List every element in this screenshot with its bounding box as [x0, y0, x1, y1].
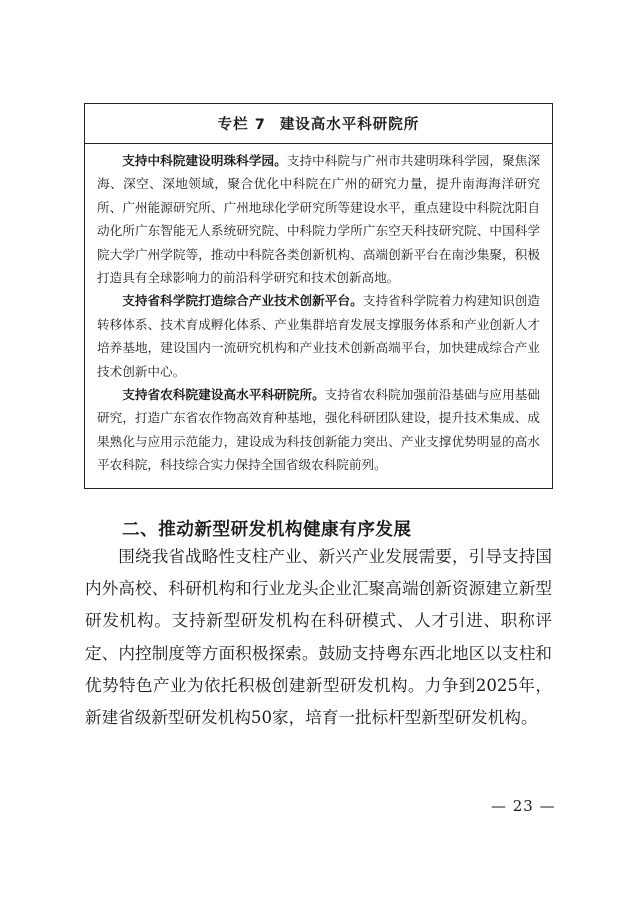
feature-item [97, 289, 540, 383]
feature-item [97, 383, 540, 477]
feature-box-label: 专栏 7 [217, 117, 266, 133]
feature-box-title: 建设高水平科研院所 [279, 117, 420, 133]
feature-item [97, 149, 540, 289]
feature-box-body [85, 144, 552, 477]
feature-item-lead: 支持省科学院打造综合产业技术创新平台。 [122, 293, 363, 309]
feature-box-header [85, 104, 552, 144]
feature-item-lead: 支持省农科院建设高水平科研院所。 [122, 387, 325, 403]
feature-item-text: 支持省科学院着力构建知识创造转移体系、技术育成孵化体系、产业集群培育发展支撑服务体系和产业创新人才培养基地，建设国内一流研究机构和产业技术创新高端平台，加快建成综合产业技术创新中心。 [97, 293, 541, 379]
feature-item-text: 支持中科院与广州市共建明珠科学园，聚焦深海、深空、深地领域，聚合优化中科院在广州的研究力量，提升南海海洋研究所、广州能源研究所、广州地球化学研究所等建设水平，重点建设中科院沈阳自动化所广东智能无人系统研究院、中科院力学所广东空天科技研究院、中国科学院大学广州学院等，推动中科院各类创新机构、高端创新平台在南沙集聚，积极打造具有全球影响力的前沿科学研究和技术创新高地。 [97, 153, 541, 286]
section-heading: 二、推动新型研发机构健康有序发展 [122, 520, 412, 540]
feature-item-lead: 支持中科院建设明珠科学园。 [122, 153, 287, 168]
page-number: — 23 — [491, 797, 556, 815]
feature-box [84, 103, 553, 489]
section-paragraph: 围绕我省战略性支柱产业、新兴产业发展需要，引导支持国内外高校、科研机构和行业龙头企业汇聚高端创新资源建立新型研发机构。支持新型研发机构在科研模式、人才引进、职称评定、内控制度等方面积极探索。鼓励支持粤东西北地区以支柱和优势特色产业为依托积极创建新型研发机构。力争到2025年，新建省级新型研发机构50家，培育一批标杆型新型研发机构。 [85, 547, 552, 728]
feature-item-text: 支持省农科院加强前沿基础与应用基础研究，打造广东省农作物高效育种基地，强化科研团队建设，提升技术集成、成果熟化与应用示范能力，建设成为科技创新能力突出、产业支撑优势明显的高水平农科院，科技综合实力保持全国省级农科院前列。 [97, 387, 540, 473]
